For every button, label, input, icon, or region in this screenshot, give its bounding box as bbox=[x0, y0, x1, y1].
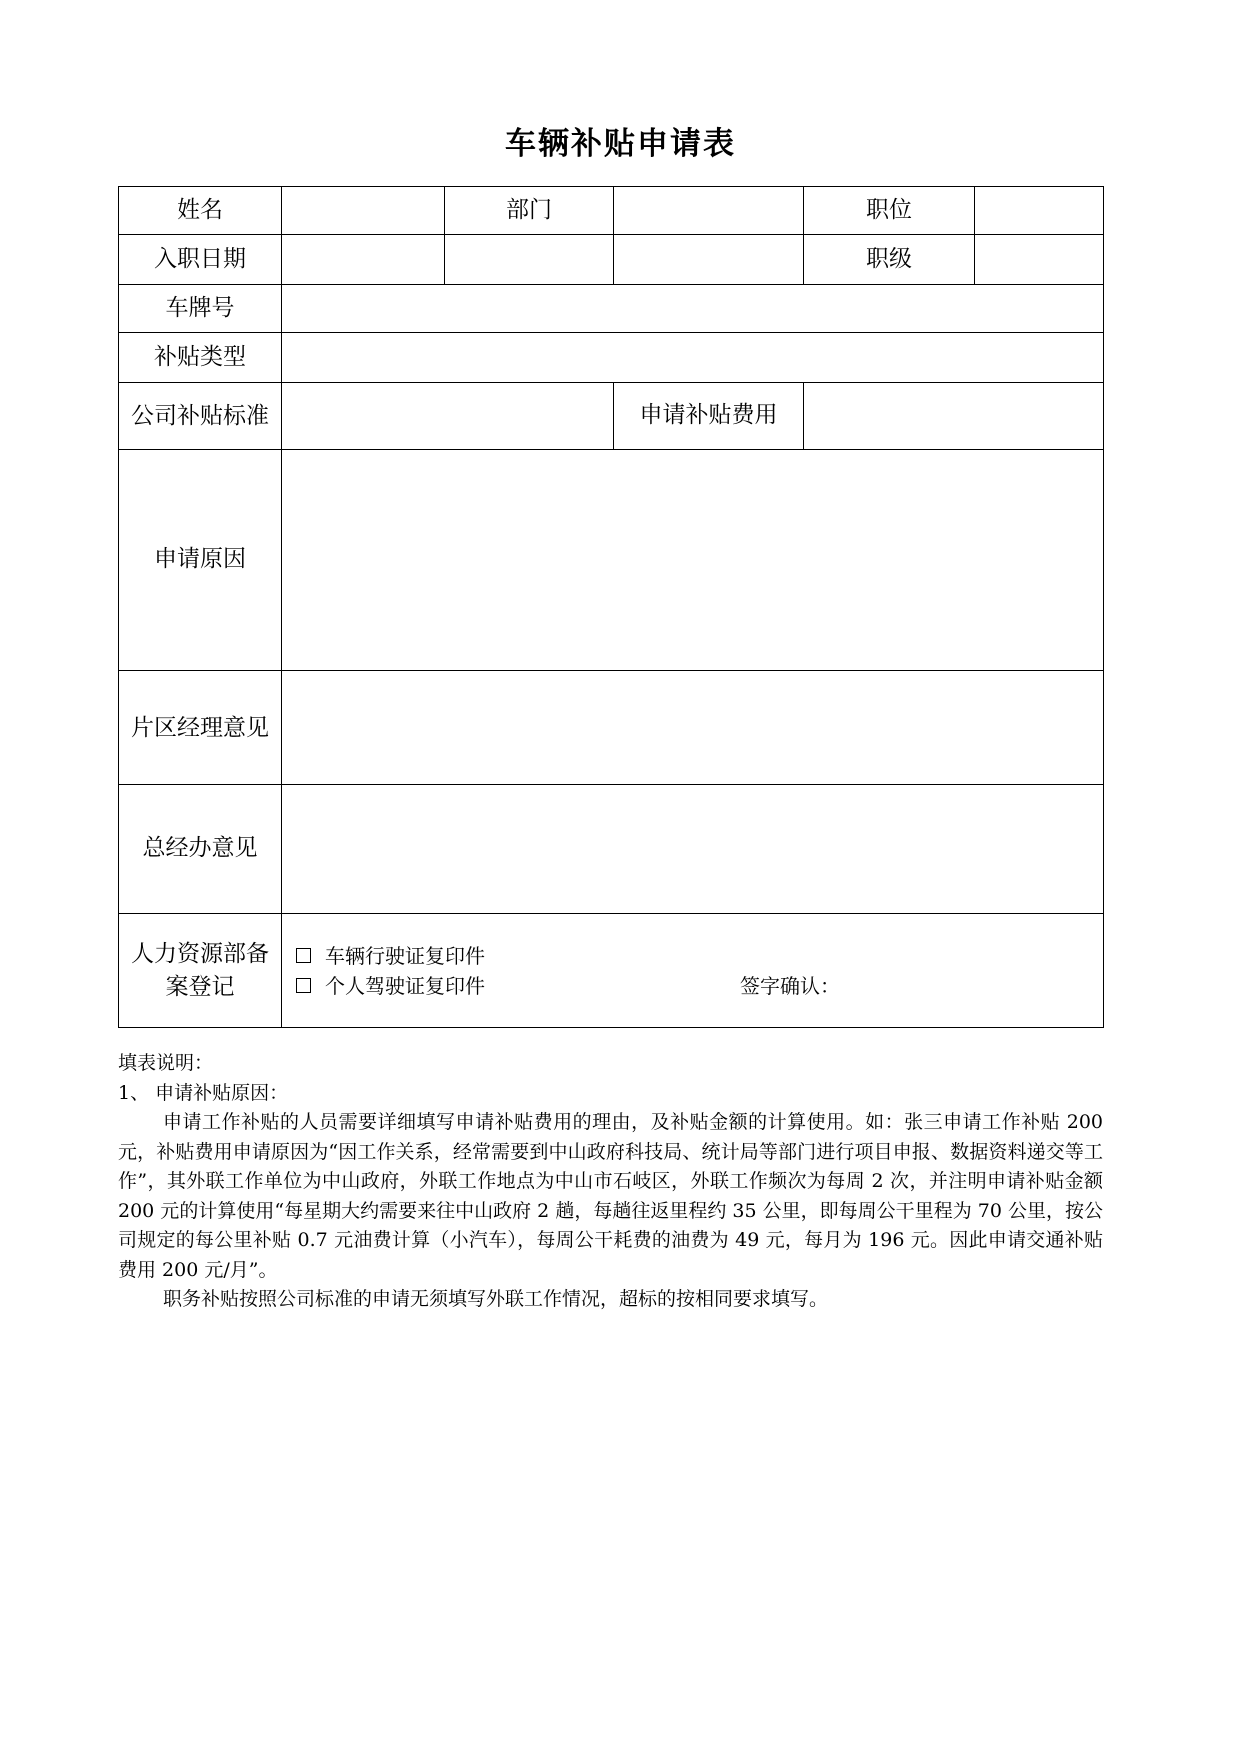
gm-office-field[interactable] bbox=[282, 785, 1104, 914]
subsidy-type-field[interactable] bbox=[282, 333, 1104, 383]
instructions bbox=[118, 1049, 1103, 1315]
row-hire-info bbox=[119, 235, 1104, 285]
department-field[interactable] bbox=[614, 187, 804, 235]
hire-date-field-extra[interactable] bbox=[445, 235, 614, 285]
subsidy-type-label: 补贴类型 bbox=[119, 333, 282, 383]
instructions-heading: 填表说明： bbox=[118, 1052, 214, 1074]
instructions-paragraph: 申请工作补贴的人员需要详细填写申请补贴费用的理由，及补贴金额的计算使用。如：张三申请工作补贴 200 元，补贴费用申请原因为“因工作关系，经常需要到中山政府科技局、统计局等部门进行项目申报、数据资料递交等工作”，其外联工作单位为中山政府，外联工作地点为中山市石岐区，外联工作频次为每周 2 次，并注明申请补贴金额 200 元的计算使用“每星期大约需要来往中山政府 2 趟，每趟往返里程约 35 公里，即每周公干里程为 70 公里，按公司规定的每公里补贴 0.7 元油费计算（小汽车），每周公干耗费的油费为 49 元，每月为 196 元。因此申请交通补贴费用 200 元/月”。 bbox=[118, 1111, 1103, 1281]
apply-amount-field[interactable] bbox=[804, 383, 1104, 450]
row-hr bbox=[119, 914, 1104, 1028]
form-title: 车辆补贴申请表 bbox=[505, 126, 736, 162]
hr-checklist bbox=[282, 914, 1104, 1028]
checklist-item-label: 个人驾驶证复印件 bbox=[325, 973, 485, 998]
instructions-paragraph: 职务补贴按照公司标准的申请无须填写外联工作情况，超标的按相同要求填写。 bbox=[163, 1288, 829, 1310]
hire-date-field[interactable] bbox=[282, 235, 445, 285]
instructions-item-1: 1、 申请补贴原因： bbox=[118, 1081, 289, 1104]
checkbox-icon[interactable] bbox=[296, 978, 311, 993]
row-subsidy-type bbox=[119, 333, 1104, 383]
grade-field[interactable] bbox=[975, 235, 1104, 285]
gm-office-label: 总经办意见 bbox=[119, 785, 282, 914]
row-plate bbox=[119, 285, 1104, 333]
row-reason bbox=[119, 450, 1104, 671]
row-subsidy-amount bbox=[119, 383, 1104, 450]
reason-field[interactable] bbox=[282, 450, 1104, 671]
department-label: 部门 bbox=[445, 187, 614, 235]
checkbox-icon[interactable] bbox=[296, 948, 311, 963]
apply-amount-label: 申请补贴费用 bbox=[614, 383, 804, 450]
signature-label: 签字确认： bbox=[740, 973, 840, 998]
hr-record-label: 人力资源部备案登记 bbox=[119, 914, 282, 1028]
plate-number-label: 车牌号 bbox=[119, 285, 282, 333]
company-standard-field[interactable] bbox=[282, 383, 614, 450]
district-manager-label: 片区经理意见 bbox=[119, 671, 282, 785]
district-manager-field[interactable] bbox=[282, 671, 1104, 785]
grade-label: 职级 bbox=[804, 235, 975, 285]
blank-field[interactable] bbox=[614, 235, 804, 285]
plate-number-field[interactable] bbox=[282, 285, 1104, 333]
company-standard-label: 公司补贴标准 bbox=[119, 383, 282, 450]
checklist-item[interactable] bbox=[296, 971, 1099, 1001]
reason-label: 申请原因 bbox=[119, 450, 282, 671]
name-field[interactable] bbox=[282, 187, 445, 235]
row-district-manager bbox=[119, 671, 1104, 785]
row-basic-info bbox=[119, 187, 1104, 235]
position-label: 职位 bbox=[804, 187, 975, 235]
position-field[interactable] bbox=[975, 187, 1104, 235]
row-gm-office bbox=[119, 785, 1104, 914]
subsidy-form-table bbox=[118, 186, 1104, 1028]
checklist-item[interactable] bbox=[296, 941, 1099, 971]
hire-date-label: 入职日期 bbox=[119, 235, 282, 285]
name-label: 姓名 bbox=[119, 187, 282, 235]
checklist-item-label: 车辆行驶证复印件 bbox=[325, 943, 485, 968]
